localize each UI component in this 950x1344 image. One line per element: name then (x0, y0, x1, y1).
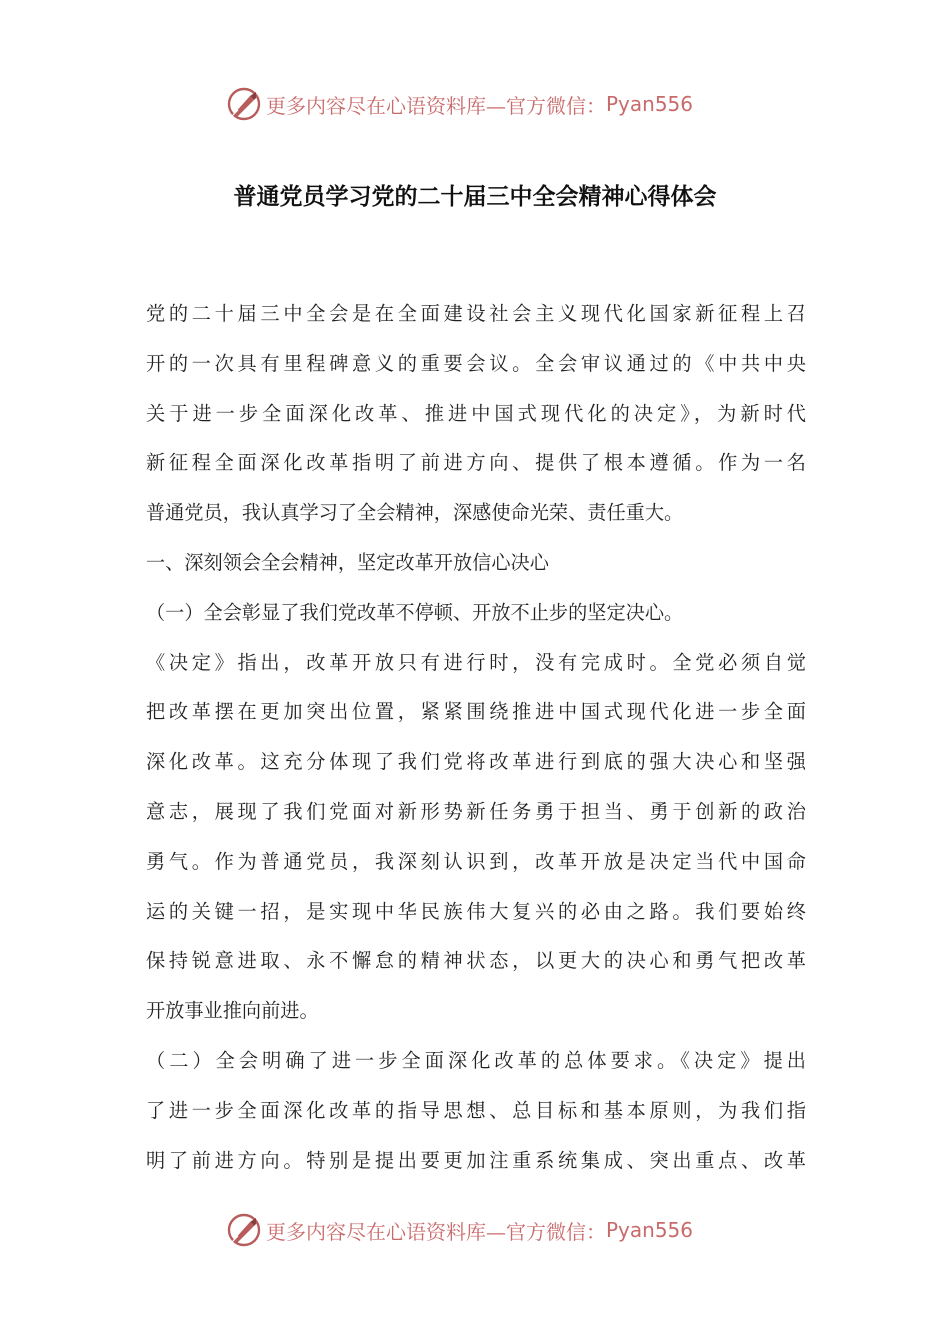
text-line: 党的二十届三中全会是在全面建设社会主义现代化国家新征程上召 (146, 302, 806, 325)
text-line: 开的一次具有里程碑意义的重要会议。全会审议通过的《中共中央 (146, 351, 806, 375)
text-line: 了进一步全面深化改革的指导思想、总目标和基本原则，为我们指 (146, 1098, 806, 1122)
text-line: 深化改革。这充分体现了我们党将改革进行到底的强大决心和坚强 (146, 750, 806, 774)
text-line: 新征程全面深化改革指明了前进方向、提供了根本遵循。作为一名 (146, 451, 806, 475)
pen-nib-logo-icon (226, 86, 262, 122)
text-line: 意志，展现了我们党面对新形势新任务勇于担当、勇于创新的政治 (146, 799, 806, 823)
text-line: 关于进一步全面深化改革、推进中国式现代化的决定》，为新时代 (146, 401, 806, 425)
watermark-text: 更多内容尽在心语资料库—官方微信： (266, 1219, 606, 1244)
text-line: 开放事业推向前进。 (146, 999, 319, 1023)
text-line: 明了前进方向。特别是提出要更加注重系统集成、突出重点、改革 (146, 1148, 806, 1172)
document-body (146, 296, 806, 1192)
pen-nib-logo-icon (226, 1212, 262, 1248)
text-line: （一）全会彰显了我们党改革不停顿、开放不止步的坚定决心。 (146, 600, 684, 624)
watermark-text: 更多内容尽在心语资料库—官方微信： (266, 93, 606, 118)
watermark-banner-top (226, 84, 693, 124)
text-line: （二）全会明确了进一步全面深化改革的总体要求。《决定》提出 (146, 1048, 806, 1072)
document-title: 普通党员学习党的二十届三中全会精神心得体会 (233, 184, 717, 210)
watermark-banner-bottom (226, 1210, 693, 1250)
text-line: 普通党员，我认真学习了全会精神，深感使命光荣、责任重大。 (146, 501, 684, 525)
text-line: 保持锐意进取、永不懈怠的精神状态，以更大的决心和勇气把改革 (146, 949, 806, 973)
text-line: 把改革摆在更加突出位置，紧紧围绕推进中国式现代化进一步全面 (146, 700, 806, 724)
text-line: 运的关键一招，是实现中华民族伟大复兴的必由之路。我们要始终 (146, 899, 806, 923)
text-line: 勇气。作为普通党员，我深刻认识到，改革开放是决定当代中国命 (146, 849, 806, 873)
wechat-id: Pyan556 (606, 92, 694, 116)
section-heading: 一、深刻领会全会精神，坚定改革开放信心决心 (146, 550, 549, 574)
text-line: 《决定》指出，改革开放只有进行时，没有完成时。全党必须自觉 (146, 650, 806, 674)
wechat-id: Pyan556 (606, 1218, 694, 1242)
